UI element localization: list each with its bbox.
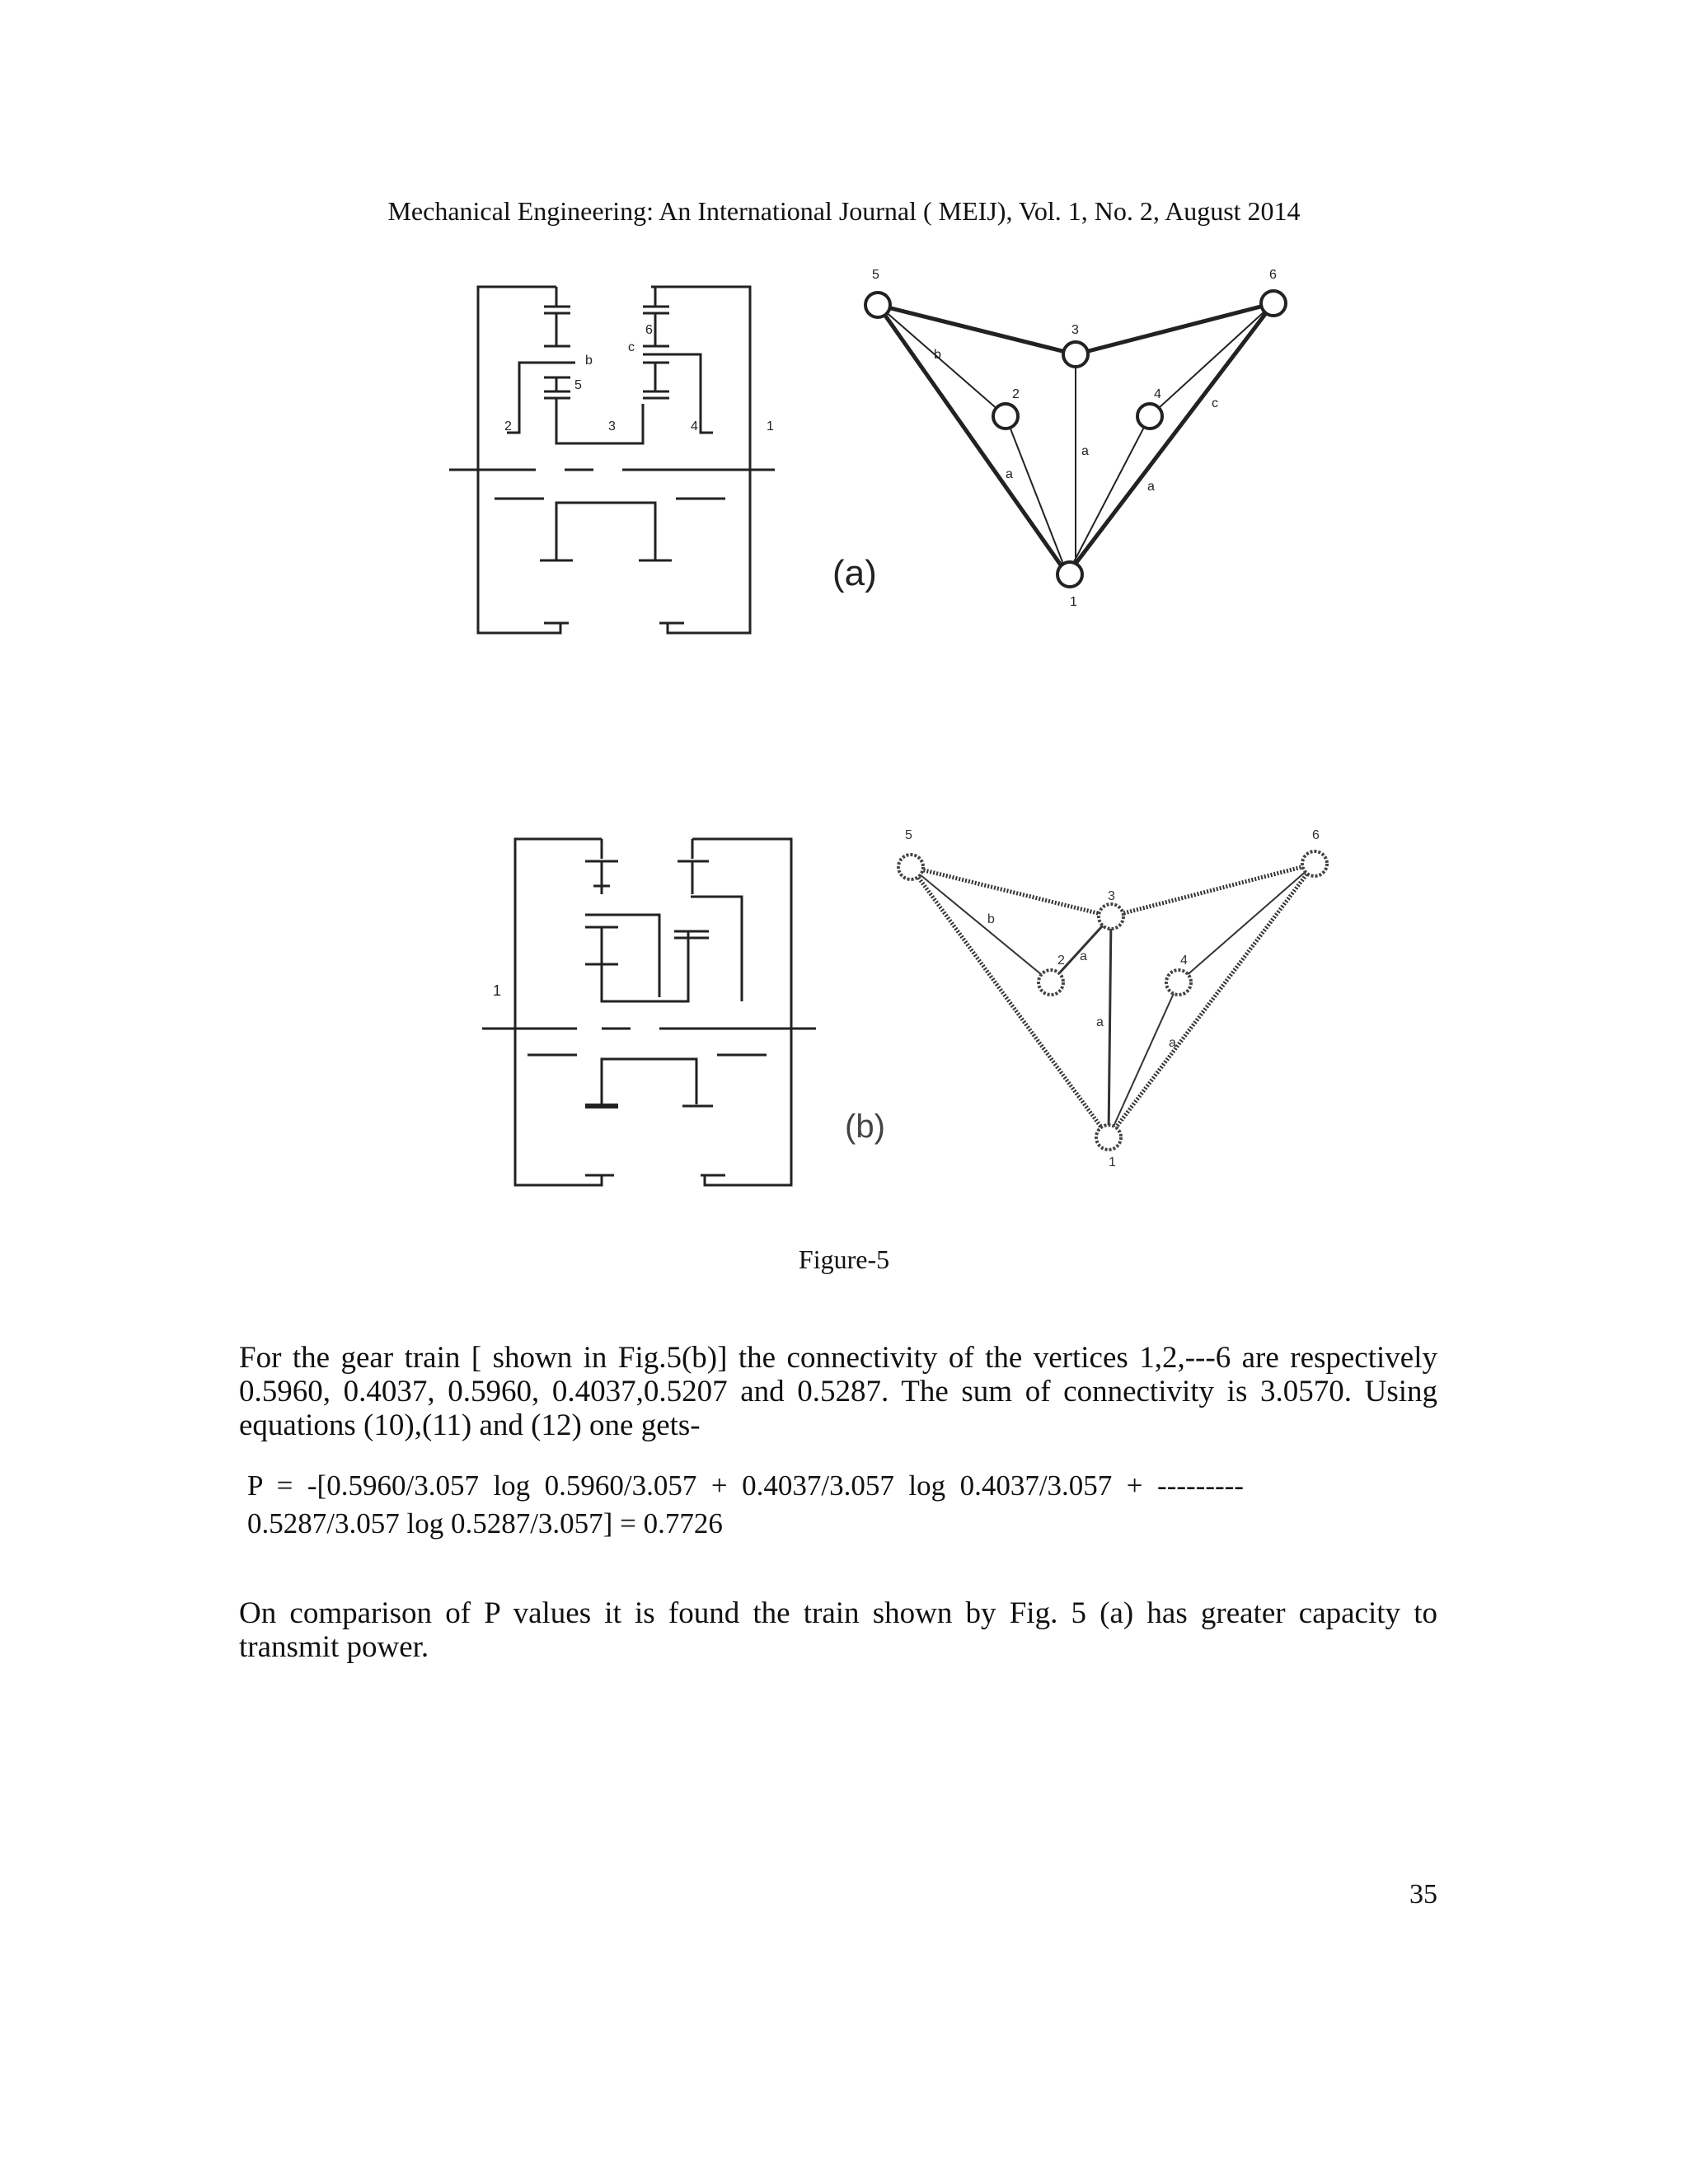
panel-label-b: (b) [845, 1108, 885, 1145]
graph-b-vertex-2 [1039, 970, 1063, 995]
graph-a-vertex-5 [865, 293, 890, 317]
equation-block [247, 1467, 1442, 1543]
equation-line-1: P = -[0.5960/3.057 log 0.5960/3.057 + 0.4037/3.057 log 0.4037/3.057 + --------- [247, 1469, 1244, 1502]
graph-b-edge-label-a3: a [1169, 1036, 1176, 1050]
graph-a-edge-label-a1: a [1006, 467, 1013, 481]
panel-label-a: (a) [832, 553, 877, 593]
graph-b-vertex-6 [1302, 851, 1327, 876]
schematic-a-label-c: c [628, 340, 635, 354]
graph-a-edge-label-b: b [934, 348, 941, 362]
graph-a-vertex-2 [993, 404, 1018, 429]
graph-b-vertex-1 [1096, 1125, 1121, 1150]
schematic-a-label-4: 4 [691, 419, 698, 434]
graph-b-labels [905, 828, 1320, 1169]
schematic-a-label-b: b [585, 354, 593, 368]
graph-b-edge-label-b: b [987, 912, 995, 926]
gear-train-schematic-a [449, 287, 775, 633]
graph-a-edge-label-a3: a [1147, 480, 1155, 494]
equation-line-2: 0.5287/3.057 log 0.5287/3.057] = 0.7726 [247, 1507, 723, 1540]
figure-5b-svg [470, 816, 1360, 1195]
graph-a-label-2: 2 [1012, 387, 1020, 401]
schematic-b-label-1: 1 [493, 982, 502, 999]
figure-5b [470, 816, 1360, 1195]
graph-a-label-1: 1 [1070, 595, 1077, 609]
graph-b-label-6: 6 [1312, 828, 1320, 842]
graph-b-vertex-4 [1166, 970, 1191, 995]
graph-b-label-3: 3 [1108, 889, 1115, 903]
body-paragraph-2: On comparison of P values it is found the train shown by Fig. 5 (a) has greater capacity to transmit power. [239, 1596, 1437, 1664]
graph-a-label-5: 5 [872, 268, 879, 282]
schematic-a-label-1: 1 [767, 419, 774, 434]
graph-a-vertex-6 [1261, 291, 1286, 316]
graph-a-vertex-1 [1057, 562, 1082, 587]
graph-b-label-2: 2 [1057, 954, 1065, 968]
graph-b-label-4: 4 [1180, 954, 1188, 968]
schematic-a-label-3: 3 [608, 419, 616, 434]
figure-5a [437, 264, 1360, 651]
graph-a-label-3: 3 [1071, 323, 1079, 337]
graph-b-vertex-5 [898, 855, 923, 879]
graph-a-label-6: 6 [1269, 268, 1277, 282]
graph-b-label-1: 1 [1109, 1155, 1116, 1169]
graph-b-vertex-3 [1099, 904, 1123, 929]
page-number: 35 [1409, 1879, 1437, 1910]
running-header: Mechanical Engineering: An International Journal ( MEIJ), Vol. 1, No. 2, August 2014 [387, 196, 1301, 226]
graph-a-edge-label-c: c [1212, 396, 1218, 410]
graph-a-edge-label-a2: a [1081, 444, 1089, 458]
body-paragraph-1: For the gear train [ shown in Fig.5(b)] the connectivity of the vertices 1,2,---6 are respectively 0.5960, 0.4037, 0.5960, 0.4037,0.5207 and 0.5287. The sum of connectivity is 3.0570. Using equations (10),(11) and (12) one gets- [239, 1341, 1437, 1442]
graph-a-vertex-3 [1063, 342, 1088, 367]
figure-caption: Figure-5 [798, 1244, 890, 1274]
graph-b-edge-label-a1: a [1080, 949, 1087, 963]
schematic-a-label-5: 5 [574, 378, 582, 392]
graph-a-label-4: 4 [1154, 387, 1161, 401]
schematic-a-label-6: 6 [645, 323, 653, 337]
graph-b-edge-label-a2: a [1096, 1015, 1104, 1029]
graph-a-vertex-4 [1137, 404, 1162, 429]
graph-b-label-5: 5 [905, 828, 912, 842]
gear-train-schematic-b [482, 839, 816, 1185]
figure-5a-svg [437, 264, 1360, 651]
schematic-a-label-2: 2 [504, 419, 512, 434]
